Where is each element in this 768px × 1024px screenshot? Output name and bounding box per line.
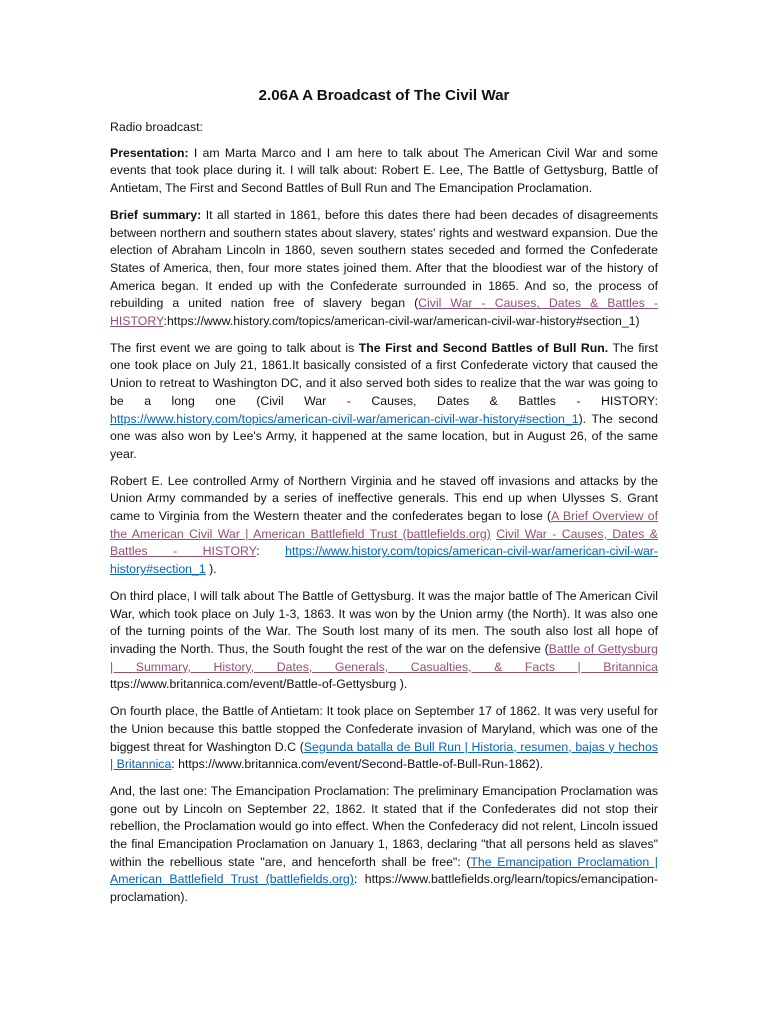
battlefields-emancipation-link[interactable]: The Emancipation Proclamation | American Battlefield Trust (battlefields.org) <box>110 854 658 887</box>
history-source-link-2[interactable]: Civil War - Causes, Dates & Battles - HISTORY <box>110 526 659 559</box>
summary-after: :https://www.history.com/topics/american-civil-war/american-civil-war-history#section_1) <box>163 314 640 329</box>
summary-text: It all started in 1861, before this dates there had been decades of disagreements between northern and southern states about slavery, states' rights and westward expansion. Due the election of Abraham Lincoln in 1860, seven southern states seceded and formed the Confederate States of America, then, four more states joined them. After that the bloodiest war of the history of America began. It ended up with the Confederate surrounded in 1865. And so, the process of rebuilding a united nation free of slavery began ( <box>110 207 658 311</box>
presentation-paragraph <box>110 145 658 198</box>
emancipation-after: : https://www.battlefields.org/learn/topics/emancipation-proclamation). <box>110 872 658 905</box>
bull-run-after: ). The second one was also won by Lee's Army, it happened at the same location, but in August 26, of the same year. <box>110 411 658 461</box>
history-source-link[interactable]: Civil War - Causes, Dates & Battles - HISTORY <box>110 296 658 329</box>
britannica-bull-run-link[interactable]: Segunda batalla de Bull Run | Historia, resumen, bajas y hechos | Britannica <box>110 739 658 772</box>
lee-colon: : <box>256 544 286 559</box>
document-title: 2.06A A Broadcast of The Civil War <box>258 87 510 104</box>
lee-text: Robert E. Lee controlled Army of Northern Virginia and he staved off invasions and attacks by the Union Army commanded by a series of ineffective generals. This end up when Ulysses S. Grant came to Virginia from the Western theater and the confederates began to lose ( <box>110 473 658 524</box>
gettysburg-paragraph <box>110 588 658 694</box>
antietam-paragraph <box>110 703 658 774</box>
emancipation-paragraph <box>110 783 658 907</box>
gettysburg-after: ttps://www.britannica.com/event/Battle-of-Gettysburg ). <box>110 677 408 692</box>
battlefields-overview-link[interactable]: A Brief Overview of the American Civil War | American Battlefield Trust (battlefields.org) <box>110 509 659 541</box>
presentation-text: I am Marta Marco and I am here to talk about The American Civil War and some events that took place during it. I will talk about: Robert E. Lee, The Battle of Gettysburg, Battle of Antietam, The First and Second Battles of Bull Run and The Emancipation Proclamation. <box>110 145 658 196</box>
intro-line: Radio broadcast: <box>110 120 203 134</box>
lee-after: ). <box>205 562 217 577</box>
bull-run-bold: The First and Second Battles of Bull Run. <box>358 340 609 355</box>
bull-run-text: The first one took place on July 21, 1861.It basically consisted of a first Confederate victory that caused the Union to retreat to Washington DC, and it also served both sides to realize that the war was going to be a long one (Civil War - Causes, Dates & Battles - HISTORY: <box>110 340 659 408</box>
gettysburg-text: On third place, I will talk about The Battle of Gettysburg. It was the major battle of The American Civil War, which took place on July 1-3, 1863. It was won by the Union army (the North). It was also one of the turning points of the War. The South lost many of its men. The south also lost all hope of invading the North. Thus, the South fought the rest of the war on the defensive ( <box>110 588 658 656</box>
antietam-text: On fourth place, the Battle of Antietam: It took place on September 17 of 1862. It was very useful for the Union because this battle stopped the Confederate invasion of Maryland, which was one of the biggest threat for Washington D.C ( <box>110 704 658 754</box>
emancipation-text: And, the last one: The Emancipation Proclamation: The preliminary Emancipation Proclamation was gone out by Lincoln on September 22, 1862. It stated that if the Confederates did not stop their rebellion, the Proclamation would go into effect. When the Confederacy did not relent, Lincoln issued the final Emancipation Proclamation on January 1, 1863, declaring "that all persons held as slaves" within the rebellious state "are, and henceforth shall be free": ( <box>110 783 658 869</box>
presentation-label: Presentation: <box>110 145 189 160</box>
history-url-link-2[interactable]: https://www.history.com/topics/american-civil-war/american-civil-war-history#section_1 <box>110 544 658 577</box>
antietam-after: : https://www.britannica.com/event/Second-Battle-of-Bull-Run-1862). <box>171 757 544 772</box>
britannica-gettysburg-link[interactable]: Battle of Gettysburg | Summary, History, Dates, Generals, Casualties, & Facts | Britannica <box>110 641 658 674</box>
summary-label: Brief summary: <box>110 207 202 222</box>
bull-run-intro: The first event we are going to talk about is <box>110 340 359 355</box>
bull-run-paragraph <box>110 340 658 464</box>
summary-paragraph <box>110 207 658 331</box>
lee-paragraph <box>110 473 658 579</box>
history-url-link[interactable]: https://www.history.com/topics/american-civil-war/american-civil-war-history#section_1 <box>110 411 579 426</box>
